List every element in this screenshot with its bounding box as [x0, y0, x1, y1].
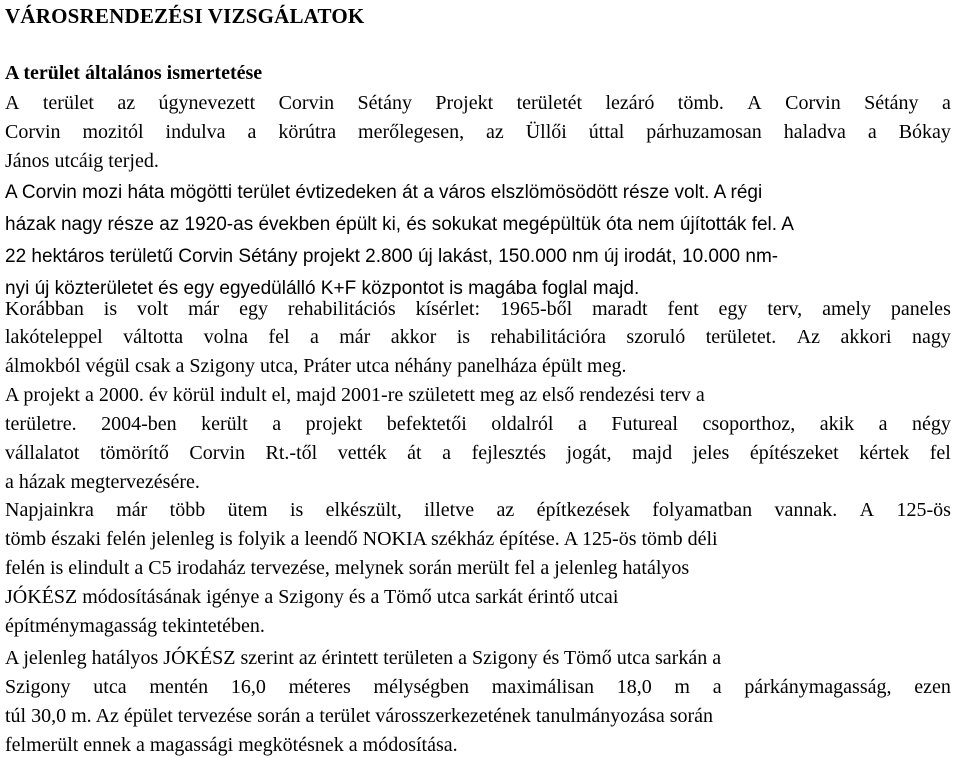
text-line: a házak megtervezésére.: [5, 471, 200, 493]
text-line: felén is elindult a C5 irodaház tervezése, melynek során merült fel a jelenleg hatályos: [5, 557, 690, 579]
text-line: A terület az úgynevezett Corvin Sétány Projekt területét lezáró tömb. A Corvin Sétány a: [5, 92, 951, 114]
text-line: A jelenleg hatályos JÓKÉSZ szerint az érintett területen a Szigony és Tömő utca sarkán a: [5, 647, 722, 669]
document-title: VÁROSRENDEZÉSI VIZSGÁLATOK: [5, 4, 365, 28]
text-line: János utcáig terjed.: [5, 150, 159, 172]
text-line: lakóteleppel váltotta volna fel a már akkor is rehabilitációra szoruló területet. Az akkori nagy: [5, 326, 951, 348]
text-line: területre. 2004-ben került a projekt befektetői oldalról a Futureal csoporthoz, akik a négy: [5, 413, 951, 435]
text-line: építménymagasság tekintetében.: [5, 615, 265, 637]
text-line: felmerült ennek a magassági megkötésnek a módosítása.: [5, 734, 458, 756]
text-line: Corvin mozitól indulva a körútra merőlegesen, az Üllői úttal párhuzamosan haladva a Bókay: [5, 121, 951, 143]
text-line: vállalatot tömörítő Corvin Rt.-től vették át a fejlesztés jogát, majd jeles építészeket kértek fel: [5, 442, 951, 464]
text-line: 22 hektáros területű Corvin Sétány projekt 2.800 új lakást, 150.000 nm új irodát, 10.000 nm-: [5, 246, 779, 267]
text-line: Napjainkra már több ütem is elkészült, illetve az építkezések folyamatban vannak. A 125-ös: [5, 499, 951, 521]
text-line: JÓKÉSZ módosításának igénye a Szigony és a Tömő utca sarkát érintő utcai: [5, 586, 619, 608]
section-heading: A terület általános ismertetése: [5, 62, 263, 84]
text-line: házak nagy része az 1920-as években épült ki, és sokukat megépültük óta nem újították fel. A: [5, 214, 794, 235]
text-line: tömb északi felén jelenleg is folyik a leendő NOKIA székház építése. A 125-ös tömb déli: [5, 528, 718, 550]
text-line: A projekt a 2000. év körül indult el, majd 2001-re született meg az első rendezési terv a: [5, 384, 705, 406]
text-line: álmokból végül csak a Szigony utca, Práter utca néhány panelháza épült meg.: [5, 355, 627, 377]
text-line: túl 30,0 m. Az épület tervezése során a terület városszerkezetének tanulmányozása során: [5, 705, 714, 727]
text-line: Szigony utca mentén 16,0 méteres mélységben maximálisan 18,0 m a párkánymagasság, ezen: [5, 676, 951, 698]
text-line: nyi új közterületet és egy egyedülálló K+F központot is magába foglal majd.: [5, 278, 640, 299]
text-line: Korábban is volt már egy rehabilitációs kísérlet: 1965-ből maradt fent egy terv, amely paneles: [5, 298, 951, 320]
text-line: A Corvin mozi háta mögötti terület évtizedeken át a város elszlömösödött része volt. A régi: [5, 182, 763, 203]
